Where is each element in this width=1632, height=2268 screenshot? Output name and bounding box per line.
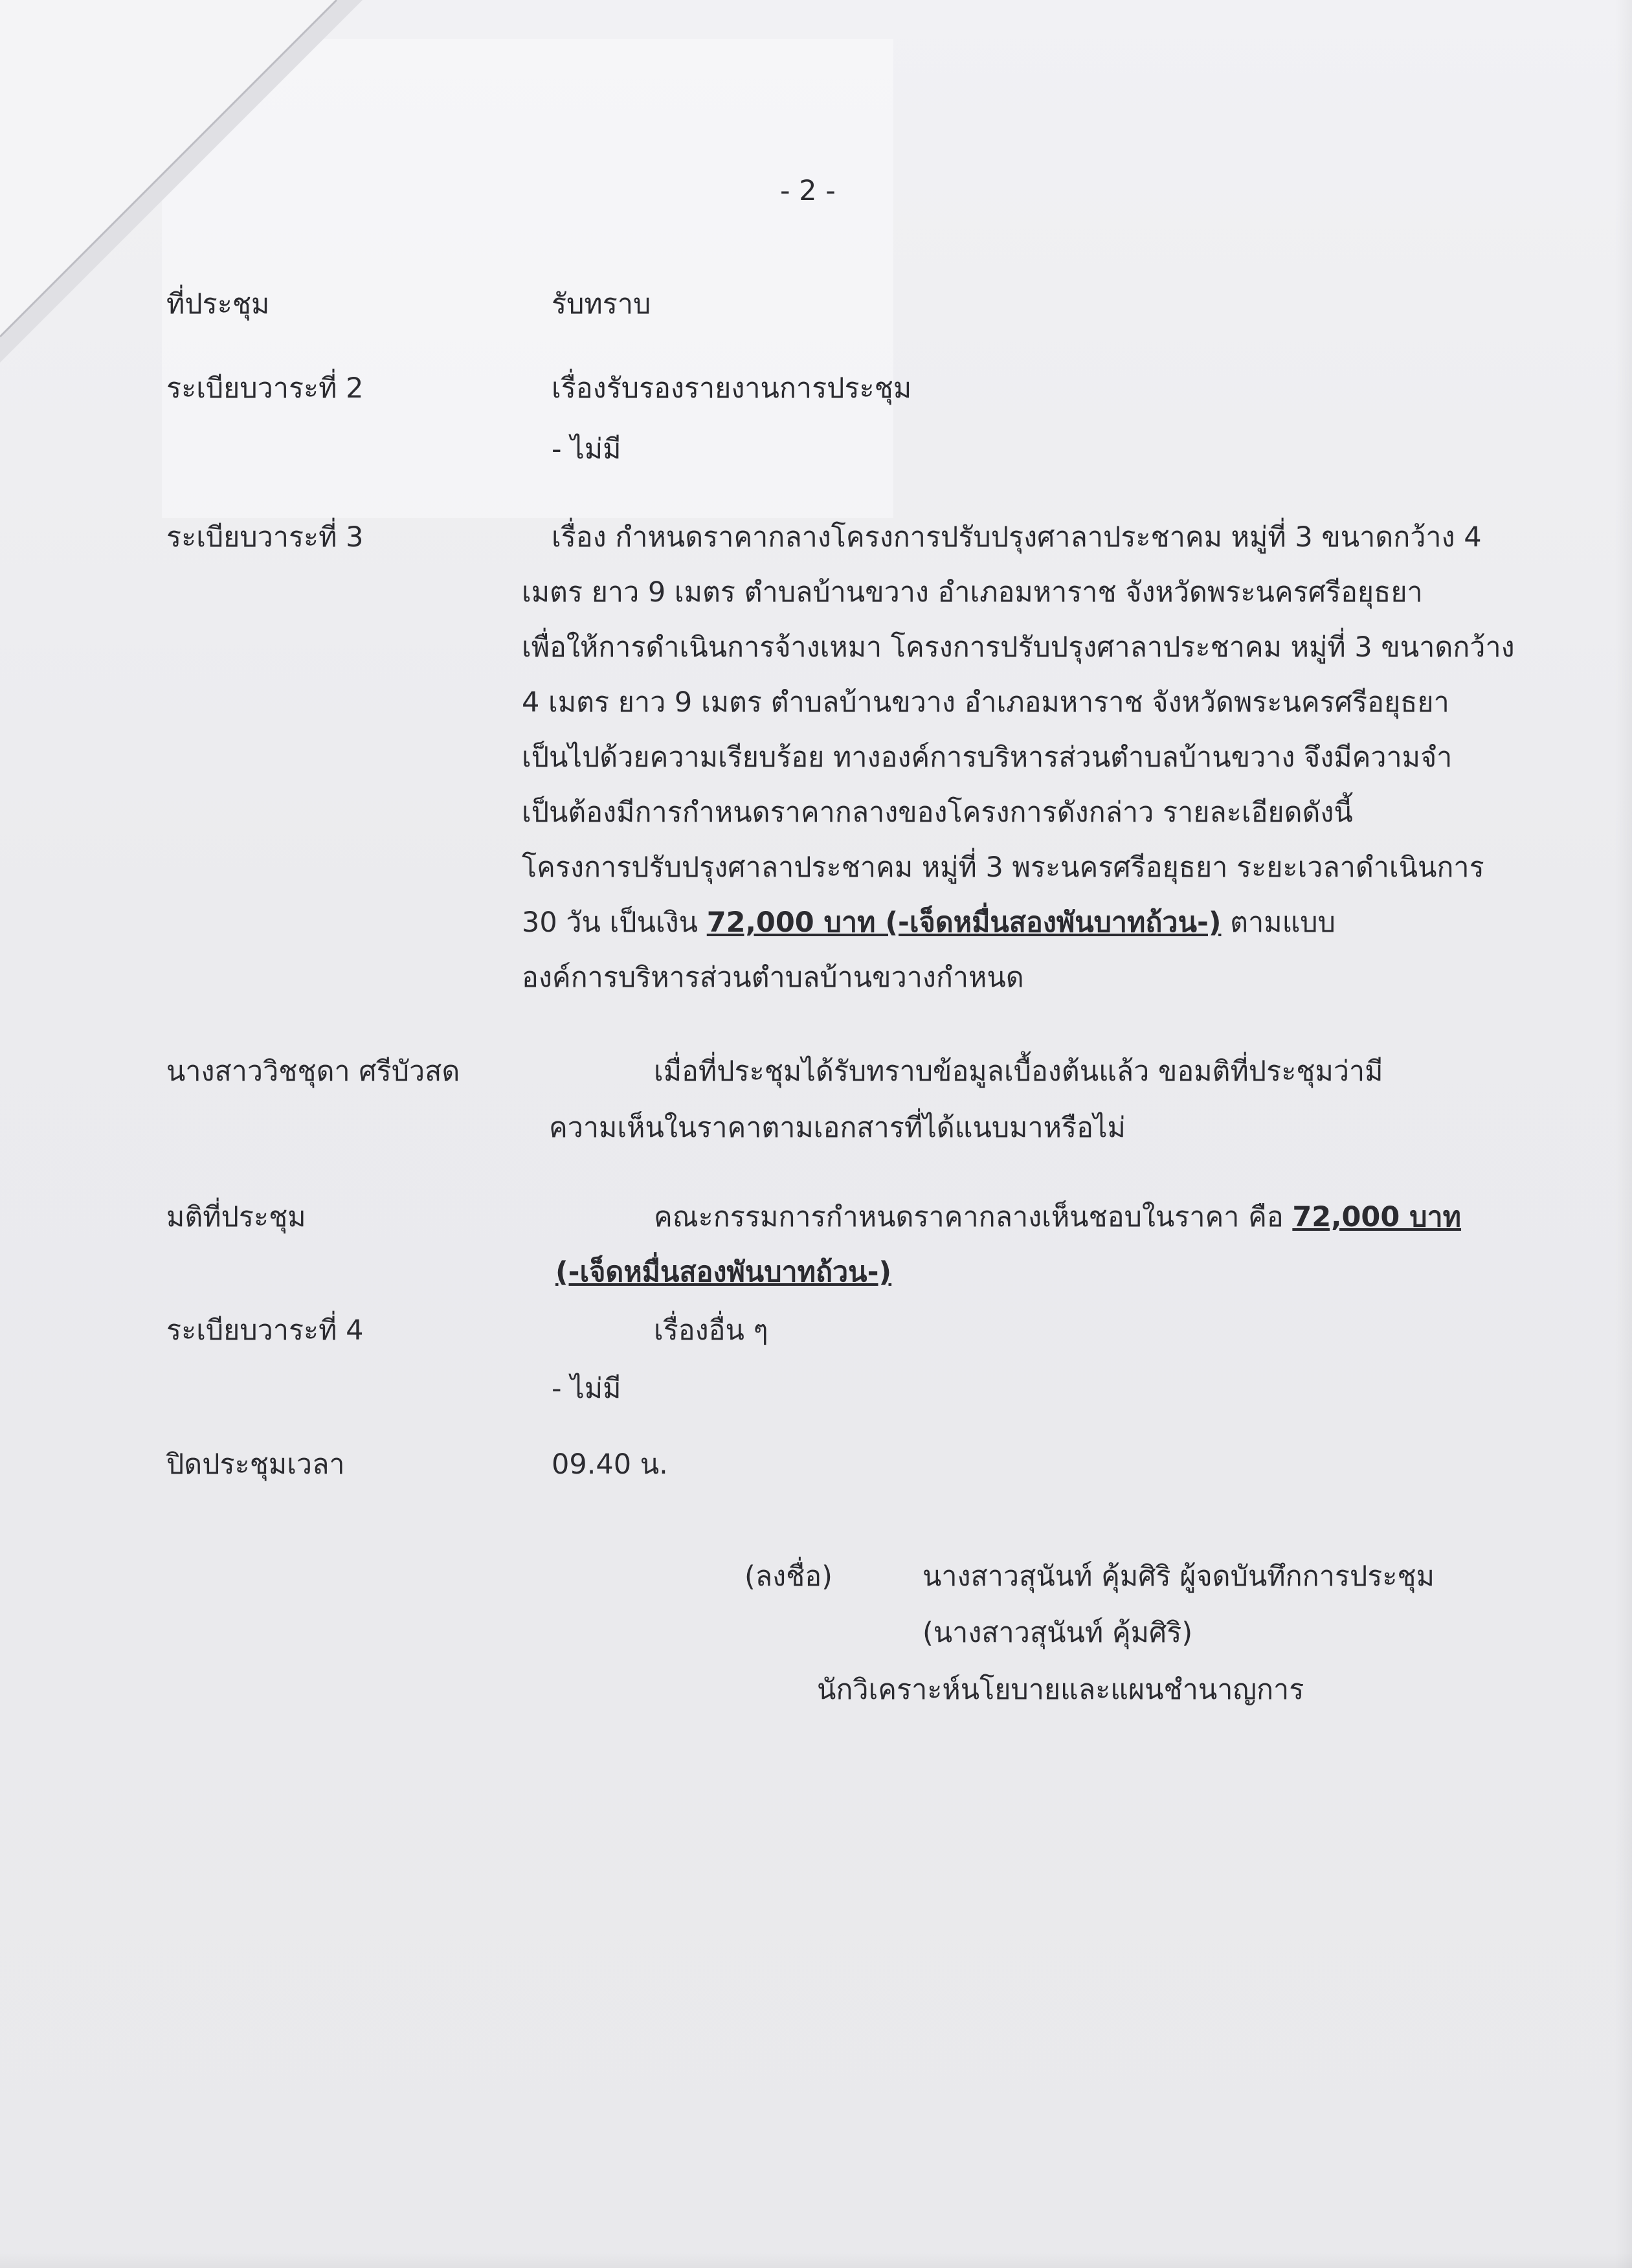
resolution-amount: 72,000 บาท <box>1292 1201 1462 1233</box>
scan-right-edge <box>1615 0 1632 2268</box>
closing-label: ปิดประชุมเวลา <box>166 1448 345 1481</box>
agenda3-line: เป็นต้องมีการกำหนดราคากลางของโครงการดังกล่าว รายละเอียดดังนี้ <box>522 796 1353 829</box>
agenda2-title: เรื่องรับรองรายงานการประชุม <box>552 372 912 405</box>
sign-label: (ลงชื่อ) <box>744 1560 833 1593</box>
resolution-text: คณะกรรมการกำหนดราคากลางเห็นชอบในราคา คือ <box>654 1201 1293 1233</box>
agenda3-line: องค์การบริหารส่วนตำบลบ้านขวางกำหนด <box>522 961 1024 994</box>
speaker-name: นางสาววิชชุดา ศรีบัวสด <box>166 1055 460 1088</box>
resolution-amount-words: (-เจ็ดหมื่นสองพันบาทถ้วน-) <box>555 1256 892 1288</box>
signer-name-parens: (นางสาวสุนันท์ คุ้มศิริ) <box>922 1617 1193 1649</box>
closing-time: 09.40 น. <box>552 1448 668 1481</box>
meeting-label: ที่ประชุม <box>166 288 270 320</box>
price-prefix: 30 วัน เป็นเงิน <box>522 906 707 939</box>
price-suffix: ตามแบบ <box>1221 906 1336 939</box>
agenda2-note: - ไม่มี <box>552 433 621 466</box>
meeting-value: รับทราบ <box>552 288 651 320</box>
agenda3-line: เป็นไปด้วยความเรียบร้อย ทางองค์การบริหารส่วนตำบลบ้านขวาง จึงมีความจำ <box>522 741 1453 774</box>
agenda3-line: เรื่อง กำหนดราคากลางโครงการปรับปรุงศาลาประชาคม หมู่ที่ 3 ขนาดกว้าง 4 <box>552 521 1482 554</box>
agenda3-line: โครงการปรับปรุงศาลาประชาคม หมู่ที่ 3 พระนครศรีอยุธยา ระยะเวลาดำเนินการ <box>522 851 1484 884</box>
agenda4-label: ระเบียบวาระที่ 4 <box>166 1314 364 1347</box>
speaker-line: เมื่อที่ประชุมได้รับทราบข้อมูลเบื้องต้นแล้ว ขอมติที่ประชุมว่ามี <box>654 1055 1383 1088</box>
agenda3-line: เมตร ยาว 9 เมตร ตำบลบ้านขวาง อำเภอมหาราช จังหวัดพระนครศรีอยุธยา <box>522 576 1423 609</box>
agenda2-label: ระเบียบวาระที่ 2 <box>166 372 364 405</box>
agenda3-label: ระเบียบวาระที่ 3 <box>166 521 364 554</box>
speaker-line: ความเห็นในราคาตามเอกสารที่ได้แนบมาหรือไม่ <box>549 1112 1126 1144</box>
signer-line: นางสาวสุนันท์ คุ้มศิริ ผู้จดบันทึกการประชุม <box>922 1560 1435 1593</box>
agenda4-title: เรื่องอื่น ๆ <box>654 1314 768 1347</box>
agenda3-price-line <box>522 903 1336 942</box>
scan-bottom-edge <box>0 2252 1632 2268</box>
agenda4-note: - ไม่มี <box>552 1373 621 1405</box>
page-number: - 2 - <box>780 175 836 207</box>
signer-position: นักวิเคราะห์นโยบายและแผนชำนาญการ <box>817 1674 1304 1706</box>
price-underlined: 72,000 บาท (-เจ็ดหมื่นสองพันบาทถ้วน-) <box>706 906 1222 939</box>
agenda3-line: 4 เมตร ยาว 9 เมตร ตำบลบ้านขวาง อำเภอมหาราช จังหวัดพระนครศรีอยุธยา <box>522 686 1449 719</box>
resolution-line <box>654 1198 1461 1237</box>
resolution-label: มติที่ประชุม <box>166 1201 306 1233</box>
agenda3-line: เพื่อให้การดำเนินการจ้างเหมา โครงการปรับปรุงศาลาประชาคม หมู่ที่ 3 ขนาดกว้าง <box>522 631 1515 664</box>
